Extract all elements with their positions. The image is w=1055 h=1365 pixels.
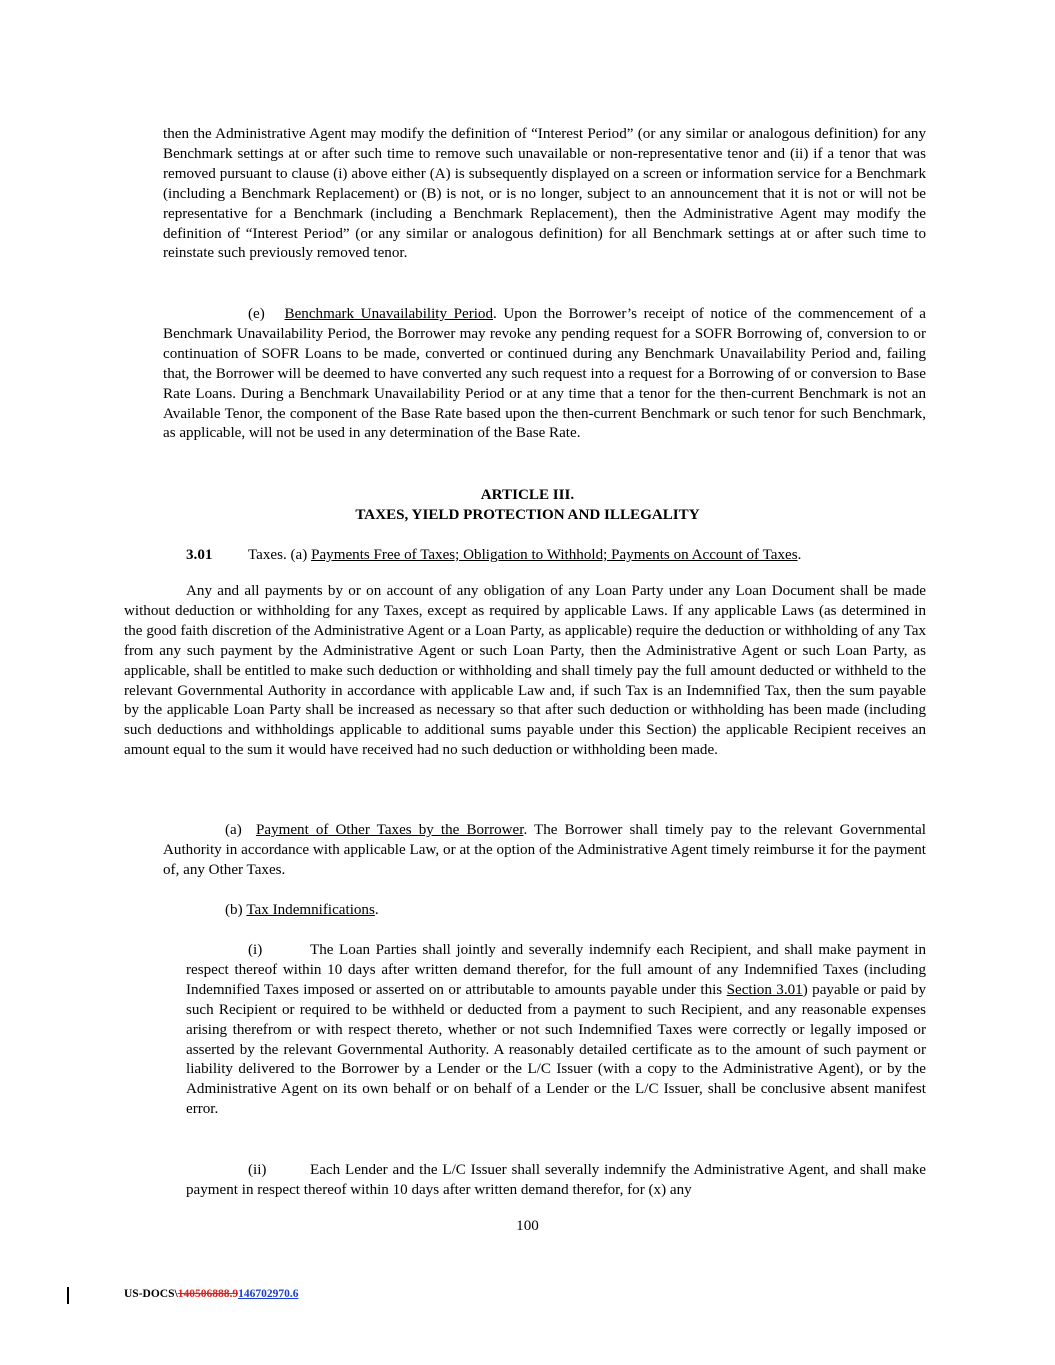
heading-benchmark-unavailability: Benchmark Unavailability Period xyxy=(284,306,494,322)
paragraph-indemnity-lenders xyxy=(186,1161,926,1201)
section-number: 3.01 xyxy=(186,547,213,563)
change-bar xyxy=(67,1287,69,1304)
footer-prefix: US-DOCS\ xyxy=(124,1288,178,1300)
paragraph-e-text: . Upon the Borrower’s receipt of notice of the commencement of a Benchmark Unavailability Period, the Borrower may revoke any pending request for a SOFR Borrowing of, conversion to or continuation of SOFR Loans to be made, converted or continued during any Benchmark Unavailability Period and, failing that, the Borrower will be deemed to have converted any such request into a request for a Borrowing of or conversion to Base Rate Loans. During a Benchmark Unavailability Period or at any time that a tenor for the then-current Benchmark is not an Available Tenor, the component of the Base Rate based upon the then-current Benchmark or such tenor for such Benchmark, as applicable, will not be used in any determination of the Base Rate. xyxy=(163,306,926,442)
page-number: 100 xyxy=(516,1218,539,1234)
paragraph-other-taxes xyxy=(163,821,926,881)
paragraph-interest-period: then the Administrative Agent may modify the definition of “Interest Period” (or any similar or analogous definition) for any Benchmark settings at or after such time to remove such unavailable or non-representative tenor and (ii) if a tenor that was removed pursuant to clause (i) above either (A) is subsequently displayed on a screen or information service for a Benchmark (including a Benchmark Replacement) or (B) is not, or is no longer, subject to an announcement that it is not or will not be representative for a Benchmark (including a Benchmark Replacement), then the Administrative Agent may modify the definition of “Interest Period” (or any similar or analogous definition) for all Benchmark settings at or after such time to reinstate such previously removed tenor. xyxy=(163,126,926,262)
paragraph-payments-free-of-taxes: Any and all payments by or on account of any obligation of any Loan Party under any Loan Document shall be made without deduction or withholding for any Taxes, except as required by applicable Laws. If any applicable Laws (as determined in the good faith discretion of the Administrative Agent or a Loan Party, as applicable) require the deduction or withholding of any Tax from any such payment by the Administrative Agent or such Loan Party, then the Administrative Agent or such Loan Party, as applicable, shall be entitled to make such deduction or withholding and shall timely pay the full amount deducted or withheld to the relevant Governmental Authority in accordance with applicable Law and, if such Tax is an Indemnified Tax, then the sum payable by the applicable Loan Party shall be increased as necessary so that after such deduction or withholding has been made (including such deductions and withholdings applicable to additional sums payable under this Section) the applicable Recipient receives an amount equal to the sum it would have received had no such deduction or withholding been made. xyxy=(124,583,926,759)
section-title: Taxes. (a) xyxy=(248,547,312,563)
heading-period: . xyxy=(374,902,379,918)
paragraph-i-text-1: The Loan Parties shall jointly and severally indemnify each Recipient, and shall make payment in respect thereof within 10 days after written demand therefor, for the full amount of any Indemnified Taxes (including Indemnified Taxes imposed or asserted on or attributable to amounts payable under this xyxy=(186,942,926,998)
section-heading xyxy=(186,545,801,565)
article-title: ARTICLE III. xyxy=(480,487,575,503)
heading-other-taxes: Payment of Other Taxes by the Borrower xyxy=(255,822,524,838)
section-period: . xyxy=(797,547,802,563)
clause-label-e: (e) xyxy=(248,306,265,322)
section-3-01-reference: Section 3.01 xyxy=(726,981,803,998)
section-subheading: Payments Free of Taxes; Obligation to Withhold; Payments on Account of Taxes xyxy=(311,547,798,563)
paragraph-indemnity-loan-parties xyxy=(186,941,926,1120)
clause-label-a: (a) xyxy=(225,822,242,838)
paragraph-tax-indemnifications-heading xyxy=(225,901,625,921)
paragraph-benchmark-unavailability xyxy=(163,305,926,444)
deleted-document-id: 140506888.9 xyxy=(177,1288,239,1300)
paragraph-i-text-2: ) payable or paid by such Recipient or required to be withheld or deducted from a payment to such Recipient, and any reasonable expenses arising therefrom or with respect thereto, whether or not such Indemnified Taxes were correctly or legally imposed or asserted by the relevant Governmental Authority. A reasonably detailed certificate as to the amount of such payment or liability delivered to the Borrower by a Lender or the L/C Issuer (with a copy to the Administrative Agent), or by the Administrative Agent on its own behalf or on behalf of a Lender or the L/C Issuer, shall be conclusive absent manifest error. xyxy=(186,981,926,1118)
inserted-document-id: 146702970.6 xyxy=(238,1288,299,1300)
paragraph-ii-text: Each Lender and the L/C Issuer shall severally indemnify the Administrative Agent, and shall make payment in respect thereof within 10 days after written demand therefor, for (x) any xyxy=(186,1162,926,1198)
heading-tax-indemnifications: Tax Indemnifications xyxy=(246,902,375,918)
clause-label-ii: (ii) xyxy=(248,1162,267,1178)
document-id-footer xyxy=(124,1288,298,1300)
article-subtitle: TAXES, YIELD PROTECTION AND ILLEGALITY xyxy=(355,507,700,523)
paragraph-a-text: . The Borrower shall timely pay to the relevant Governmental Authority in accordance with applicable Law, or at the option of the Administrative Agent timely reimburse it for the payment of, any Other Taxes. xyxy=(163,822,927,878)
clause-label-i: (i) xyxy=(248,942,263,958)
clause-label-b: (b) xyxy=(225,902,243,918)
